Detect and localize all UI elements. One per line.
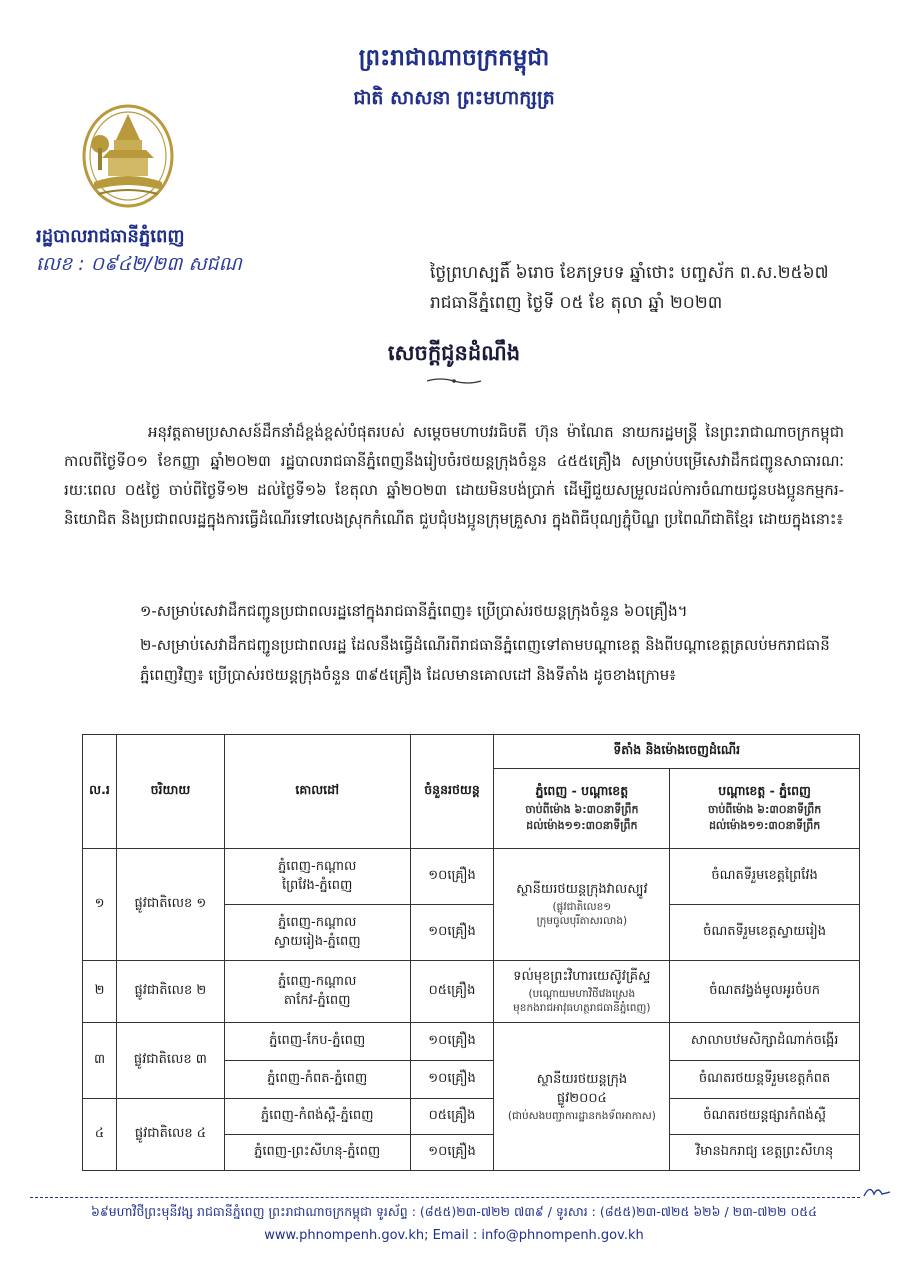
notice-body <box>64 418 844 534</box>
row-return-location: វិមានឯករាជ្យ ខេត្តព្រះសីហនុ <box>670 1135 860 1171</box>
row-bus-count: ១០គ្រឿង <box>410 905 494 961</box>
row-return-location: ចំណតទីរួមខេត្តស្វាយរៀង <box>670 905 860 961</box>
solar-date: រាជធានីភ្នំពេញ ថ្ងៃទី ០៥ ខែ តុលា ឆ្នាំ ២០២៣ <box>430 293 723 313</box>
row-bus-count: ០៥គ្រឿង <box>410 1099 494 1135</box>
row-route: ផ្លូវជាតិលេខ ៣ <box>116 1023 224 1099</box>
row-no: ២ <box>83 961 117 1023</box>
departure-main: ស្ថានីយរថយន្តក្រុងវាលស្បូវ <box>516 882 648 897</box>
lunar-date: ថ្ងៃព្រហស្បតិ៍ ៦រោច ខែភទ្របទ ឆ្នាំថោះ បញ្ចស័ក ព.ស.២៥៦៧ <box>430 263 829 283</box>
departure-main-2: ផ្លូវ២០០៤ <box>556 1090 607 1106</box>
row-bus-count: ១០គ្រឿង <box>410 1023 494 1061</box>
row-return-location: ចំណតរថយន្តផ្សារកំពង់ស្ពឺ <box>670 1099 860 1135</box>
destination-line-1: ភ្នំពេញ-កណ្តាល <box>278 858 357 874</box>
national-motto: ជាតិ សាសនា ព្រះមហាក្សត្រ <box>353 87 555 109</box>
row-no: ៣ <box>83 1023 117 1099</box>
header-bus-count: ចំនួនរថយន្ត <box>410 735 494 849</box>
destination-line-2: ព្រៃវែង-ភ្នំពេញ <box>281 877 353 893</box>
departure-note-1: (បណ្តោយមហាវិថីវេងស្រេង <box>528 988 636 1000</box>
header-pp-time-end: ដល់ម៉ោង១១:៣០នាទីព្រឹក <box>526 819 638 832</box>
row-return-location: ចំណតទីរួមខេត្តព្រៃវែង <box>670 849 860 905</box>
city-emblem-icon <box>78 100 178 212</box>
header-destination: គោលដៅ <box>224 735 410 849</box>
row-no: ១ <box>83 849 117 961</box>
footer-divider <box>30 1197 860 1199</box>
table-row <box>83 1023 860 1061</box>
row-destination <box>224 961 410 1023</box>
kingdom-heading: ព្រះរាជាណាចក្រកម្ពុជា <box>358 45 550 71</box>
departure-note-2: ក្រុមចូលបុរីតាសរលាង) <box>536 915 628 927</box>
header-prov-time-start: ចាប់ពីម៉ោង ៦:៣០នាទីព្រឹក <box>707 803 822 816</box>
departure-note-1: (ផ្លូវជាតិលេខ១ <box>552 901 612 913</box>
bus-routes-table <box>82 734 860 1171</box>
row-destination <box>224 905 410 961</box>
row-route: ផ្លូវជាតិលេខ ២ <box>116 961 224 1023</box>
document-title: សេចក្តីជូនដំណឹង <box>387 341 521 365</box>
row-destination <box>224 849 410 905</box>
header-prov-time-end: ដល់ម៉ោង១១:៣០នាទីព្រឹក <box>708 819 821 832</box>
header-no: ល.រ <box>83 735 117 849</box>
destination-line-2: ស្វាយរៀង-ភ្នំពេញ <box>273 933 361 949</box>
row-bus-count: ១០គ្រឿង <box>410 849 494 905</box>
destination-line-1: ភ្នំពេញ-កណ្តាល <box>278 973 357 989</box>
row-departure-location <box>494 1023 670 1171</box>
departure-main: ស្ថានីយរថយន្តក្រុង <box>536 1071 628 1087</box>
header-pp-to-provinces <box>494 769 670 849</box>
footer-contact: www.phnompenh.gov.kh; Email : info@phnompenh.gov.kh <box>264 1228 644 1243</box>
departure-main: ទល់មុខព្រះវិហារយេស៊ូវគ្រីស្ទ <box>513 969 651 984</box>
reference-number: លេខ : ០៩៤២/២៣ សជណ <box>36 253 242 275</box>
footer-address: ៦៩មហាវិថីព្រះមុនីវង្ស រាជធានីភ្នំពេញ ព្រះរាជាណាចក្រកម្ពុជា ទូរស័ព្ទ : (៨៥៥)២៣-៧២២ ៧៣៩ / ទូរសារ : (៨៥៥)២៣-៧២៥ ៦២៦ / ២៣-៧២២ ០៥៤ <box>91 1204 817 1219</box>
row-destination: ភ្នំពេញ-កែប-ភ្នំពេញ <box>224 1023 410 1061</box>
row-bus-count: ១០គ្រឿង <box>410 1135 494 1171</box>
row-destination: ភ្នំពេញ-ព្រះសីហនុ-ភ្នំពេញ <box>224 1135 410 1171</box>
title-ornament-icon <box>425 376 483 386</box>
table-row <box>83 961 860 1023</box>
notice-paragraph: អនុវត្តតាមប្រសាសន៍ដឹកនាំដ៏ខ្ពង់ខ្ពស់បំផុតរបស់ សម្តេចមហាបវរធិបតី ហ៊ុន ម៉ាណែត នាយករដ្ឋមន្ត្រី នៃព្រះរាជាណាចក្រកម្ពុជា កាលពីថ្ងៃទី០១ ខែកញ្ញា ឆ្នាំ២០២៣ រដ្ឋបាលរាជធានីភ្នំពេញនឹងរៀបចំរថយន្តក្រុងចំនួន ៤៥៥គ្រឿង សម្រាប់បម្រើសេវាដឹកជញ្ជូនសាធារណៈ រយៈពេល ០៥ថ្ងៃ ចាប់ពីថ្ងៃទី១២ ដល់ថ្ងៃទី១៦ ខែតុលា ឆ្នាំ២០២៣ ដោយមិនបង់ប្រាក់ ដើម្បីជួយសម្រួលដល់ការចំណាយជូនបងប្អូនកម្មករ-និយោជិត និងប្រជាពលរដ្ឋក្នុងការធ្វើដំណើរទៅលេងស្រុកកំណើត ជួបជុំបងប្អូនក្រុមគ្រួសារ ក្នុងពិធីបុណ្យភ្ជុំបិណ្ឌ ប្រពៃណីជាតិខ្មែរ ដោយក្នុងនោះ៖ <box>64 423 844 528</box>
destination-line-2: តាកែវ-ភ្នំពេញ <box>283 992 351 1008</box>
row-route: ផ្លូវជាតិលេខ ១ <box>116 849 224 961</box>
row-route: ផ្លូវជាតិលេខ ៤ <box>116 1099 224 1171</box>
table-row <box>83 1099 860 1135</box>
row-destination: ភ្នំពេញ-កំពត-ភ្នំពេញ <box>224 1061 410 1099</box>
header-provinces-to-pp <box>670 769 860 849</box>
header-pp-to-provinces-label: ភ្នំពេញ - បណ្តាខេត្ត <box>535 783 629 798</box>
row-departure-location <box>494 849 670 961</box>
departure-note-2: មុខកងរាជអាវុធហត្ថរាជធានីភ្នំពេញ) <box>513 1002 651 1014</box>
row-bus-count: ០៥គ្រឿង <box>410 961 494 1023</box>
header-location-group: ទីតាំង និងម៉ោងចេញដំណើរ <box>494 735 860 769</box>
destination-line-1: ភ្នំពេញ-កណ្តាល <box>278 914 357 930</box>
issuing-authority: រដ្ឋបាលរាជធានីភ្នំពេញ <box>36 226 185 247</box>
row-destination: ភ្នំពេញ-កំពង់ស្ពឺ-ភ្នំពេញ <box>224 1099 410 1135</box>
notice-item-2: ២-សម្រាប់សេវាដឹកជញ្ជូនប្រជាពលរដ្ឋ ដែលនឹងធ្វើដំណើរពីរាជធានីភ្នំពេញទៅតាមបណ្តាខេត្ត និងពីបណ្តាខេត្តត្រលប់មករាជធានីភ្នំពេញវិញ៖ ប្រើប្រាស់រថយន្តក្រុងចំនួន ៣៩៥គ្រឿង ដែលមានគោលដៅ និងទីតាំង ដូចខាងក្រោម៖ <box>140 636 830 684</box>
header-route: ចរិយាយ <box>116 735 224 849</box>
row-return-location: ចំណតវង្វង់មូលអូរចំបក <box>670 961 860 1023</box>
table-header-row <box>83 735 860 769</box>
header-provinces-to-pp-label: បណ្តាខេត្ត - ភ្នំពេញ <box>718 783 811 798</box>
row-departure-location <box>494 961 670 1023</box>
row-return-location: សាលាបឋមសិក្សាដំណាក់ចង្អើរ <box>670 1023 860 1061</box>
row-bus-count: ១០គ្រឿង <box>410 1061 494 1099</box>
table-row <box>83 849 860 905</box>
departure-note-1: (ជាប់សងបញ្ជាការដ្ឋានកងទ័ពអាកាស) <box>507 1109 656 1122</box>
row-no: ៤ <box>83 1099 117 1171</box>
row-return-location: ចំណតរថយន្តទីរួមខេត្តកំពត <box>670 1061 860 1099</box>
notice-item-1: ១-សម្រាប់សេវាដឹកជញ្ជូនប្រជាពលរដ្ឋនៅក្នុងរាជធានីភ្នំពេញ៖ ប្រើប្រាស់រថយន្តក្រុងចំនួន ៦០គ្រឿង។ <box>140 602 688 620</box>
header-pp-time-start: ចាប់ពីម៉ោង ៦:៣០នាទីព្រឹក <box>525 803 639 816</box>
initials-mark-icon <box>862 1182 892 1200</box>
